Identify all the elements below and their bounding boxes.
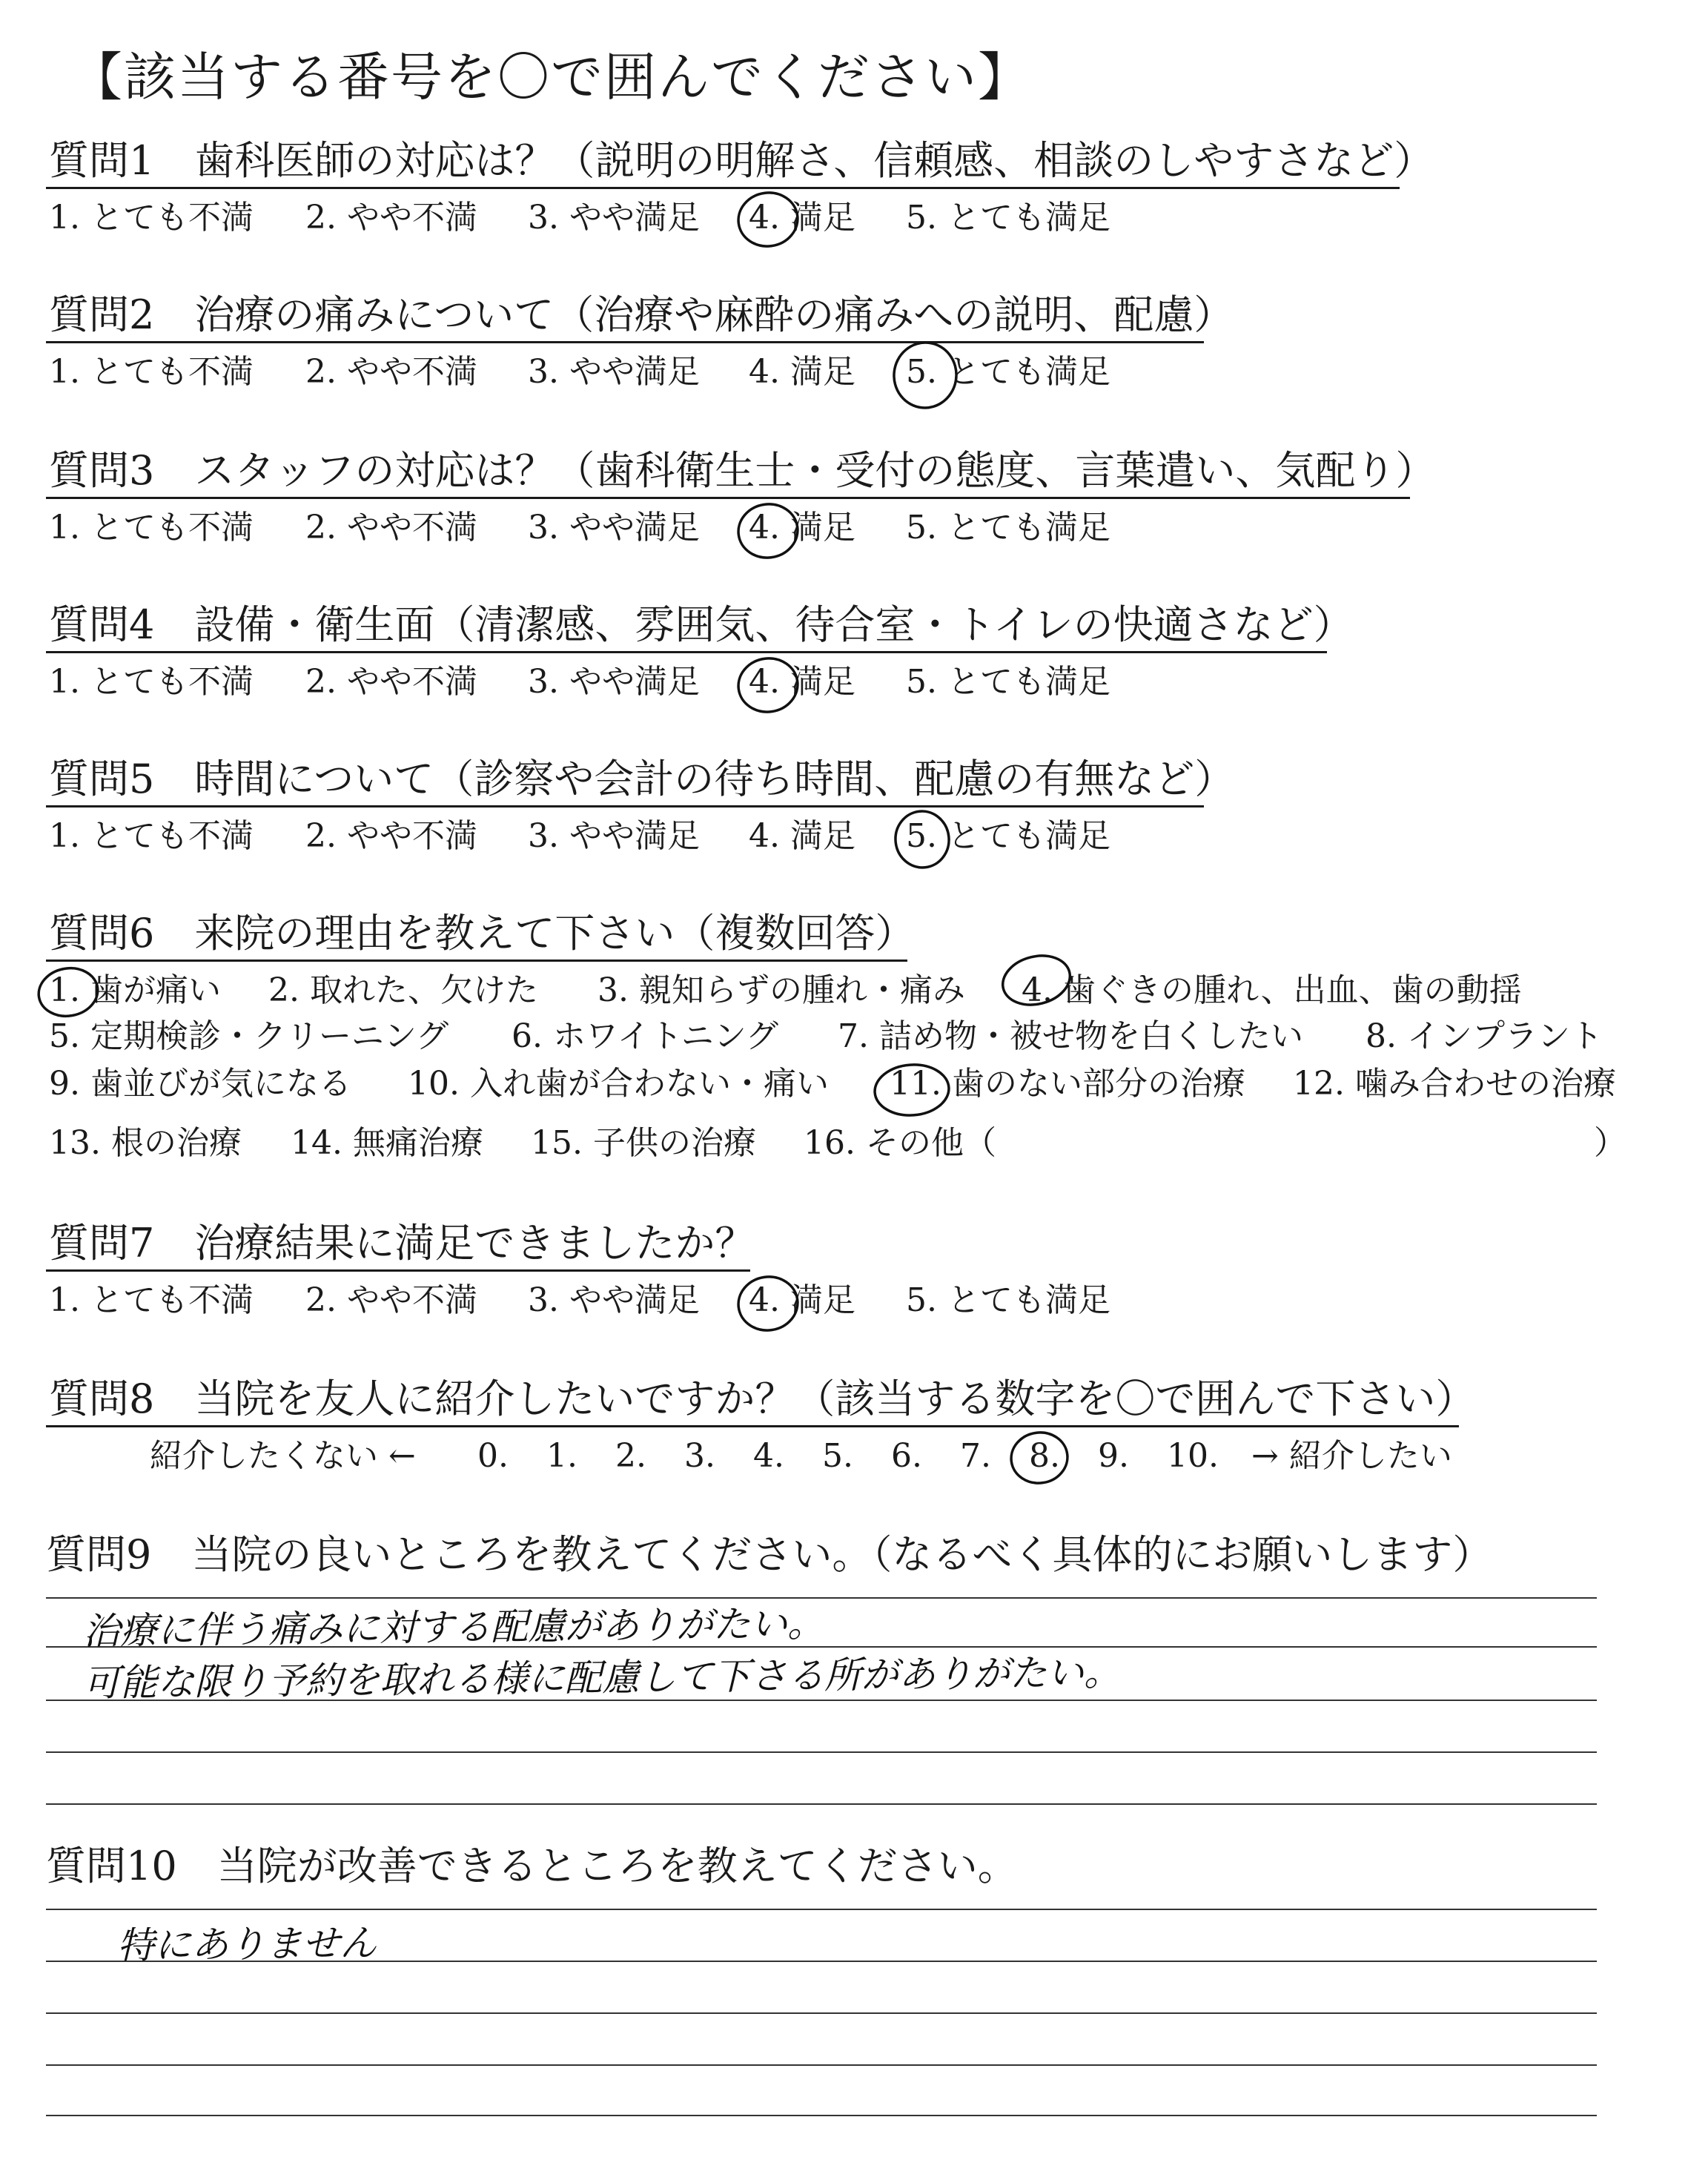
q4-option-1[interactable]: 1. とても不満	[49, 663, 254, 701]
q6-reason-4[interactable]: 4. 歯ぐきの腫れ、出血、歯の動揺	[1022, 971, 1522, 1009]
q8-score-10[interactable]: 10.	[1167, 1437, 1219, 1475]
question-1: 質問1 歯科医師の対応は？（説明の明解さ、信頼感、相談のしやすさなど）	[49, 137, 1434, 184]
q5-option-4[interactable]: 4. 満足	[749, 817, 855, 855]
q3-option-5[interactable]: 5. とても満足	[906, 509, 1110, 546]
question-1-underline	[46, 187, 1400, 189]
q6-reason-8[interactable]: 8. インプラント	[1366, 1017, 1603, 1055]
question-4-underline	[46, 651, 1327, 653]
q1-option-1[interactable]: 1. とても不満	[49, 199, 254, 237]
q6-other-close-paren: ）	[1594, 1124, 1626, 1162]
question-5: 質問5 時間について（診察や会計の待ち時間、配慮の有無など）	[49, 756, 1235, 802]
q9-handwritten-answer-1[interactable]: 治療に伴う痛みに対する配慮がありがたい。	[82, 1602, 825, 1653]
q8-score-5[interactable]: 5.	[822, 1437, 853, 1475]
q4-option-4[interactable]: 4. 満足	[749, 663, 855, 701]
q8-left-label: 紹介したくない ←	[150, 1437, 416, 1475]
q6-reason-10[interactable]: 10. 入れ歯が合わない・痛い	[408, 1065, 829, 1103]
q10-answer-line-1	[46, 1909, 1597, 1910]
q7-option-4[interactable]: 4. 満足	[749, 1281, 855, 1319]
question-3: 質問3 スタッフの対応は？（歯科衛生士・受付の態度、言葉遣い、気配り）	[49, 447, 1436, 494]
question-8: 質問8 当院を友人に紹介したいですか？（該当する数字を〇で囲んで下さい）	[49, 1375, 1476, 1422]
q6-reason-5[interactable]: 5. 定期検診・クリーニング	[49, 1017, 449, 1055]
q1-option-5[interactable]: 5. とても満足	[906, 199, 1110, 237]
q8-score-0[interactable]: 0.	[477, 1437, 509, 1475]
q2-option-2[interactable]: 2. やや不満	[305, 353, 477, 391]
question-3-underline	[46, 497, 1410, 499]
q1-option-4[interactable]: 4. 満足	[749, 199, 855, 237]
q8-score-9[interactable]: 9.	[1098, 1437, 1129, 1475]
q2-option-3[interactable]: 3. やや満足	[528, 353, 700, 391]
q4-option-3[interactable]: 3. やや満足	[528, 663, 700, 701]
q9-answer-line-4	[46, 1751, 1597, 1753]
question-10: 質問10 当院が改善できるところを教えてください。	[46, 1843, 1018, 1889]
q4-option-5[interactable]: 5. とても満足	[906, 663, 1110, 701]
q1-option-3[interactable]: 3. やや満足	[528, 199, 700, 237]
form-title: 【該当する番号を〇で囲んでください】	[70, 47, 1031, 108]
question-4: 質問4 設備・衛生面（清潔感、雰囲気、待合室・トイレの快適さなど）	[49, 601, 1354, 648]
q3-option-4[interactable]: 4. 満足	[749, 509, 855, 546]
q8-score-1[interactable]: 1.	[546, 1437, 577, 1475]
q3-option-3[interactable]: 3. やや満足	[528, 509, 700, 546]
q9-answer-line-5	[46, 1803, 1597, 1805]
q8-score-4[interactable]: 4.	[753, 1437, 784, 1475]
q6-reason-7[interactable]: 7. 詰め物・被せ物を白くしたい	[838, 1017, 1303, 1055]
q10-handwritten-answer[interactable]: 特にありません	[116, 1921, 377, 1967]
question-9: 質問9 当院の良いところを教えてください。（なるべく具体的にお願いします）	[46, 1531, 1493, 1578]
question-2: 質問2 治療の痛みについて（治療や麻酔の痛みへの説明、配慮）	[49, 291, 1234, 338]
question-2-underline	[46, 341, 1204, 343]
q2-option-1[interactable]: 1. とても不満	[49, 353, 254, 391]
q5-option-1[interactable]: 1. とても不満	[49, 817, 254, 855]
q6-reason-2[interactable]: 2. 取れた、欠けた	[268, 971, 538, 1009]
question-6: 質問6 来院の理由を教えて下さい（複数回答）	[49, 910, 916, 957]
q10-answer-line-4	[46, 2064, 1597, 2066]
q1-option-2[interactable]: 2. やや不満	[305, 199, 477, 237]
q6-reason-13[interactable]: 13. 根の治療	[49, 1124, 242, 1162]
q10-answer-line-5	[46, 2115, 1597, 2116]
q6-reason-9[interactable]: 9. 歯並びが気になる	[49, 1065, 351, 1103]
q7-option-5[interactable]: 5. とても満足	[906, 1281, 1110, 1319]
q6-reason-6[interactable]: 6. ホワイトニング	[512, 1017, 779, 1055]
q8-score-8[interactable]: 8.	[1029, 1437, 1060, 1475]
question-7-underline	[46, 1269, 750, 1272]
question-6-underline	[46, 960, 907, 962]
q6-reason-11[interactable]: 11. 歯のない部分の治療	[890, 1065, 1245, 1103]
q8-score-3[interactable]: 3.	[684, 1437, 715, 1475]
q7-option-1[interactable]: 1. とても不満	[49, 1281, 254, 1319]
q8-score-6[interactable]: 6.	[891, 1437, 922, 1475]
q5-option-2[interactable]: 2. やや不満	[305, 817, 477, 855]
q7-option-3[interactable]: 3. やや満足	[528, 1281, 700, 1319]
q6-reason-12[interactable]: 12. 噛み合わせの治療	[1293, 1065, 1616, 1103]
q7-option-2[interactable]: 2. やや不満	[305, 1281, 477, 1319]
q4-option-2[interactable]: 2. やや不満	[305, 663, 477, 701]
q10-answer-line-3	[46, 2012, 1597, 2014]
q6-reason-3[interactable]: 3. 親知らずの腫れ・痛み	[598, 971, 965, 1009]
q5-option-5[interactable]: 5. とても満足	[906, 817, 1110, 855]
q6-reason-1[interactable]: 1. 歯が痛い	[49, 971, 221, 1009]
q8-score-2[interactable]: 2.	[615, 1437, 646, 1475]
q6-reason-16[interactable]: 16. その他（	[804, 1124, 996, 1162]
q8-right-label: → 紹介したい	[1251, 1437, 1452, 1475]
q6-reason-15[interactable]: 15. 子供の治療	[531, 1124, 756, 1162]
question-8-underline	[46, 1425, 1459, 1427]
q6-reason-14[interactable]: 14. 無痛治療	[291, 1124, 483, 1162]
q3-option-1[interactable]: 1. とても不満	[49, 509, 254, 546]
q2-option-4[interactable]: 4. 満足	[749, 353, 855, 391]
q9-handwritten-answer-2[interactable]: 可能な限り予約を取れる様に配慮して下さる所がありがたい。	[82, 1651, 1122, 1705]
question-5-underline	[46, 805, 1204, 807]
q2-option-5[interactable]: 5. とても満足	[906, 353, 1110, 391]
q5-option-3[interactable]: 3. やや満足	[528, 817, 700, 855]
question-7: 質問7 治療結果に満足できましたか？	[49, 1220, 755, 1266]
q8-score-7[interactable]: 7.	[960, 1437, 991, 1475]
q3-option-2[interactable]: 2. やや不満	[305, 509, 477, 546]
